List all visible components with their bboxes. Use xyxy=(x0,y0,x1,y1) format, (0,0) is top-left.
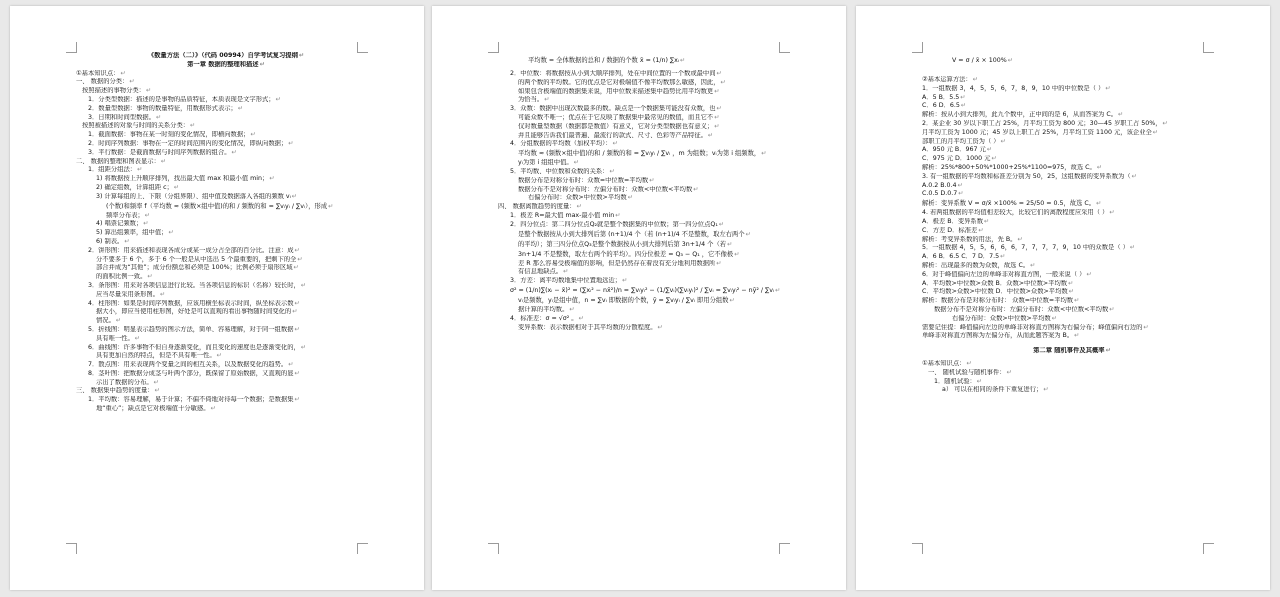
text-line: 4．标准差：σ = √σ² 。 ↵ xyxy=(498,315,798,324)
text-line: 2．时间序列数据：事物在一定的时间范围内的变化情况，即纵向数据； ↵ xyxy=(76,140,376,149)
text-line: 3．方差：离平均数地集中位置地远近； ↵ xyxy=(498,277,798,286)
text-line: A.0.2 B.0.4 ↵ xyxy=(922,182,1222,191)
text-line: 5．折线图：明显表示趋势的图示方法，简单、容易理解，对于同一组数据 ↵ xyxy=(76,326,376,335)
text-line: 3．众数：数据中出现次数最多的数。缺点是一个数据集可能没有众数，也 ↵ xyxy=(498,105,798,114)
text-line: 并且能够告诉我们最普遍、最流行的款式、尺寸、色彩等产品特征。 ↵ xyxy=(498,132,798,141)
text-line: 4. 若两组数据的平均值相差较大，比较它们的离散程度应采用（ ） ↵ xyxy=(922,209,1222,218)
text-line: 月平均工资为 1000 元；45 岁以上职工占 25%，月平均工资 1100 元，该企业全 ↵ xyxy=(922,129,1222,138)
text-line: C．平均数>众数>中位数 D．中位数>众数>平均数 ↵ xyxy=(922,288,1222,297)
text-line: vᵢ是频数，yᵢ是组中值，n = ∑vᵢ 即数据的个数，ȳ = ∑vᵢyᵢ / ∑vᵢ 即用分组数 ↵ xyxy=(498,296,798,306)
text-line: 解析：考变异系数的用法，先 B。 ↵ xyxy=(922,236,1222,245)
text-line: 6．对于峰值偏向左边的单峰非对称直方图，一般来说（ ） ↵ xyxy=(922,271,1222,280)
text-line: 3n+1/4 不是整数，取左右两个的平均）。四分位极差 = Q₃ − Q₁ ，它不像极 ↵ xyxy=(498,250,798,260)
text-line: 情况。 ↵ xyxy=(76,317,376,326)
text-line: ①基本知识点： ↵ xyxy=(922,360,1222,369)
crop-mark xyxy=(1203,543,1214,554)
text-line: 平均数 ≈ (频数×组中值)的和 / 频数的和 = ∑vᵢyᵢ / ∑vᵢ ，m 为组数；vᵢ为第 i 组频数， ↵ xyxy=(498,149,798,159)
text-line: 2．中位数：将数据按从小到大顺序排列，处在中间位置的一个数或最中间 ↵ xyxy=(498,70,798,79)
text-line: 解析：数据分布是对称分布时： 众数=中位数=平均数 ↵ xyxy=(922,297,1222,306)
text-line: 解析：出现最多的数为众数，故选 C。 ↵ xyxy=(922,262,1222,271)
text-line: 4) 唱票记频数； ↵ xyxy=(76,220,376,229)
text-line: 有信息地缺点。 ↵ xyxy=(498,268,798,277)
text-line: 频率分布表； ↵ xyxy=(76,212,376,221)
text-line: 部职工的月平均工资为（ ） ↵ xyxy=(922,138,1222,147)
text-line: C．6 D．6.5 ↵ xyxy=(922,102,1222,111)
text-line: 四、 数据离散趋势的度量： ↵ xyxy=(498,203,798,212)
text-line: 平均数 = 全体数据的总和 / 数据的个数 x̄ = (1/n) ∑xᵢ ↵ xyxy=(498,52,798,70)
text-line: 3. 有一组数据的平均数和标准差分别为 50，25，这组数据的变异系数为（ ↵ xyxy=(922,173,1222,182)
text-line: 具有更加自然的特点，但是不具有唯一性。 ↵ xyxy=(76,352,376,361)
text-line: 2) 确定组数，计算组距 c； ↵ xyxy=(76,184,376,193)
document-page-2 xyxy=(432,6,846,590)
text-line: 的两个数的平均数。它的优点是它对极端值不像平均数那么敏感，因此， ↵ xyxy=(498,79,798,88)
text-line: yᵢ为第 i 组组中值。 ↵ xyxy=(498,159,798,168)
text-line: 解析：变异系数 V = σ/x̄ ×100% = 25/50 = 0.5，故选 C。 ↵ xyxy=(922,199,1222,209)
doc-title: 《数量方法（二）》（代码 00994）自学考试复习提纲 ↵ xyxy=(76,52,376,61)
text-line: 数据分布不是对称分布时：左偏分布时：众数<中位数<平均数 ↵ xyxy=(922,306,1222,315)
text-line: C．975 元 D．1000 元 ↵ xyxy=(922,155,1222,164)
text-line: 5．平均数、中位数和众数的关系： ↵ xyxy=(498,168,798,177)
text-line: 1．极差 R=最大值 max-最小值 min ↵ xyxy=(498,212,798,221)
text-line: 示出了数据的分布。 ↵ xyxy=(76,379,376,388)
crop-mark xyxy=(357,543,368,554)
text-line: 应当尽量采用条形图。 ↵ xyxy=(76,291,376,300)
text-line: ②基本运算方法： ↵ xyxy=(922,76,1222,85)
text-line: A．极差 B．变异系数 ↵ xyxy=(922,218,1222,227)
text-line: ①基本知识点： ↵ xyxy=(76,70,376,79)
text-line: a） 可以在相同的条件下重复进行； ↵ xyxy=(922,386,1222,395)
text-line: 1．分类型数据：描述的是事物的品质特征，本质表现是文字形式； ↵ xyxy=(76,96,376,105)
text-line: 具有唯一性。 ↵ xyxy=(76,335,376,344)
text-line: A．6 B．6.5 C．7 D．7.5 ↵ xyxy=(922,253,1222,262)
text-line: C.0.5 D.0.7 ↵ xyxy=(922,190,1222,199)
text-line: 1．截面数据：事物在某一时刻的变化情况，即横向数据； ↵ xyxy=(76,131,376,140)
text-line: 二、 数据的整理和图表显示： ↵ xyxy=(76,158,376,167)
text-line: A．950 元 B．967 元 ↵ xyxy=(922,146,1222,155)
page-text[interactable] xyxy=(76,52,376,414)
text-line: 4．柱形图：如果是时间序列数据，应该用横坐标表示时间，纵坐标表示数 ↵ xyxy=(76,300,376,309)
text-line: 2．四分位点：第二四分位点Q₂就是整个数据集的中位数；第一四分位点Q₁ ↵ xyxy=(498,221,798,230)
text-line: 据大小，即应当使用柱形图，好处是可以直观的看出事物随时间变化的 ↵ xyxy=(76,308,376,317)
text-line: 一、 随机试验与随机事件： ↵ xyxy=(922,369,1222,378)
text-line: 3．平行数据：是截面数据与时间序列数据的组合。 ↵ xyxy=(76,149,376,158)
text-line: 为恰当。 ↵ xyxy=(498,96,798,105)
text-line: 4．分组数据的平均数（加权平均）： ↵ xyxy=(498,140,798,149)
text-line: 解析：25%*800+50%*1000+25%*1100=975，故选 C。 ↵ xyxy=(922,164,1222,173)
text-line: 右偏分布时：众数>中位数>平均数 ↵ xyxy=(498,194,798,203)
document-page-1 xyxy=(10,6,424,590)
text-line: 需要记住提：峰值偏向左边的单峰非对称直方图称为右偏分布；峰值偏向右边的 ↵ xyxy=(922,324,1222,333)
text-line: (个数)和频率 f（平均数 ≈ (频数×组中值)的和 / 频数的和 = ∑vᵢyᵢ / ∑vᵢ），形成 ↵ xyxy=(76,202,376,212)
text-line: 2．某企业 30 岁以下职工占 25%，月平均工资为 800 元；30—45 岁职工占 50%， ↵ xyxy=(922,120,1222,129)
text-line: 1) 将数据按上升顺序排列，找出最大值 max 和最小值 min； ↵ xyxy=(76,175,376,184)
page-text[interactable] xyxy=(922,52,1222,395)
text-line: 6．曲线图：许多事物不但自身逐渐变化，而且变化的速度也是逐渐变化的， ↵ xyxy=(76,344,376,353)
text-line: σ² = (1/n)∑(xᵢ − x̄)² = (∑xᵢ² − nx̄²)/n = ∑vᵢyᵢ² − (1/∑vᵢ)(∑vᵢyᵢ)² / ∑vᵢ = ∑vᵢyᵢ² − nȳ² / ∑vᵢ ↵ xyxy=(498,286,798,296)
text-line: 是整个数据按从小到大排列后第 (n+1)/4 个（若 (n+1)/4 不是整数，取左右两个 ↵ xyxy=(498,230,798,240)
doc-title: 第一章 数据的整理和描述 ↵ xyxy=(76,61,376,70)
crop-mark xyxy=(779,543,790,554)
text-line: 解析：按从小到大排列，此九个数中，正中间的是 6，从而答案为 C。 ↵ xyxy=(922,111,1222,120)
text-line: 1．一组数据 3，4，5，5，6，7，8，9，10 中的中位数是（ ） ↵ xyxy=(922,85,1222,94)
text-line: 三、 数据集中趋势的度量： ↵ xyxy=(76,387,376,396)
crop-mark xyxy=(66,543,77,554)
text-line: A．平均数>中位数>众数 B．众数>中位数>平均数 ↵ xyxy=(922,280,1222,289)
text-line: 差 R 那么容易受极端值的影响，但是仍然存在着没有充分地利用数据所 ↵ xyxy=(498,260,798,269)
text-line: 可能众数不唯一；优点在于它反映了数据集中最常见的数值，而且它不 ↵ xyxy=(498,114,798,123)
text-line: 的平均）；第三四分位点Q₃是整个数据按从小到大排列后第 3n+1/4 个（若 ↵ xyxy=(498,240,798,250)
text-line: 5．一组数据 4，5，5，6，6，6，7，7，7，7，9，10 中的众数是（ ） ↵ xyxy=(922,244,1222,253)
text-line: 3．条形图：用来对各项信息进行比较。当各项信息的标识（名称）较长时， ↵ xyxy=(76,282,376,291)
text-line: 8．茎叶图：把数据分成茎与叶两个部分，既保留了原始数据，又直观的显 ↵ xyxy=(76,370,376,379)
text-line: V = σ / x̄ × 100% ↵ xyxy=(922,52,1222,70)
text-line: 地“重心”；缺点是它对极端值十分敏感。 ↵ xyxy=(76,405,376,414)
text-line: 部合并成为“其他”；成分份额总和必须是 100%；比例必须于扇形区域 ↵ xyxy=(76,264,376,273)
text-line: 按照被描述的对象与时间的关系分类： ↵ xyxy=(76,122,376,131)
text-line: 6) 制表。 ↵ xyxy=(76,238,376,247)
text-line: 右偏分布时：众数>中位数>平均数 ↵ xyxy=(922,315,1222,324)
text-line: 单峰非对称直方图称为左偏分布，从而此题答案为 B。 ↵ xyxy=(922,332,1222,341)
text-line: 7．散点图：用来表现两个变量之间的相互关系，以及数据变化的趋势。 ↵ xyxy=(76,361,376,370)
text-line: 的面积比例一致。 ↵ xyxy=(76,273,376,282)
text-line: 5) 算出组频率，组中值； ↵ xyxy=(76,229,376,238)
text-line: 如果包含极端值的数据集来说，用中位数来描述集中趋势比用平均数更 ↵ xyxy=(498,88,798,97)
text-line: 据计算的平均数。 ↵ xyxy=(498,306,798,315)
text-line: 仅对数量型数据（数据都是数值）有意义，它对分类型数据也有意义； ↵ xyxy=(498,123,798,132)
text-line: 数据分布不是对称分布时：左偏分布时：众数<中位数<平均数 ↵ xyxy=(498,186,798,195)
text-line: 3．日期和时间型数据。 ↵ xyxy=(76,114,376,123)
text-line: 1．随机试验： ↵ xyxy=(922,378,1222,387)
text-line: C．方差 D．标准差 ↵ xyxy=(922,227,1222,236)
text-line: 1．平均数：容易理解，易于计算；不偏不倚地对待每一个数据；是数据集 ↵ xyxy=(76,396,376,405)
text-line: 数据分布是对称分布时：众数=中位数=平均数 ↵ xyxy=(498,177,798,186)
text-line: 2．数量型数据：事物的数量特征，用数据形式表示； ↵ xyxy=(76,105,376,114)
text-line: 按照描述的事物分类： ↵ xyxy=(76,87,376,96)
text-line: 2．饼形图：用来描述和表现各成分或某一成分占全部的百分比。注意：成 ↵ xyxy=(76,247,376,256)
page-text[interactable] xyxy=(498,52,798,332)
crop-mark xyxy=(912,543,923,554)
text-line: 变异系数：表示数据相对于其平均数的分散程度。 ↵ xyxy=(498,324,798,333)
text-line: 一、 数据的分类： ↵ xyxy=(76,78,376,87)
text-line: 1．组距分组法： ↵ xyxy=(76,166,376,175)
text-line: A．5 B．5.5 ↵ xyxy=(922,94,1222,103)
text-line: 分不要多于 6 个，多于 6 个一般是从中选出 5 个最重要的，把剩下的全 ↵ xyxy=(76,256,376,265)
text-line: 3) 计算每组的上、下限（分组界限）、组中值及数据落入各组的频数 vᵢ ↵ xyxy=(76,193,376,202)
chapter-heading: 第二章 随机事件及其概率 ↵ xyxy=(922,347,1222,356)
crop-mark xyxy=(488,543,499,554)
document-page-3 xyxy=(856,6,1270,590)
